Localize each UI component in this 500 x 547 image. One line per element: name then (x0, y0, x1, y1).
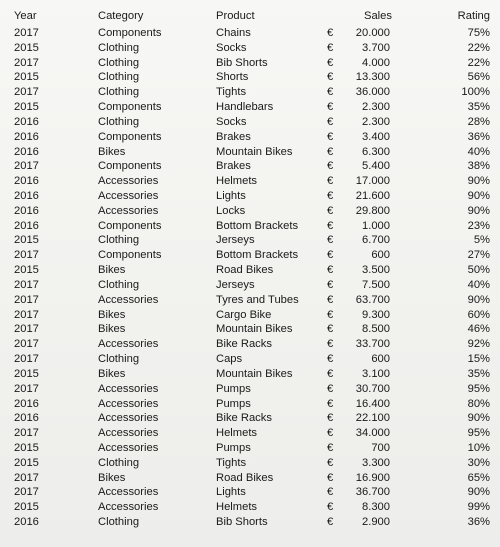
euro-symbol: € (327, 382, 334, 395)
cell-product: Pumps (216, 441, 251, 454)
euro-symbol: € (327, 397, 334, 410)
cell-sales: 2.900 (362, 516, 390, 529)
euro-symbol: € (327, 86, 334, 99)
cell-sales: 4.000 (362, 56, 390, 69)
cell-category: Components (98, 160, 162, 173)
cell-year: 2015 (14, 41, 39, 54)
cell-category: Clothing (98, 86, 140, 99)
table-row (0, 367, 500, 382)
cell-product: Jerseys (216, 278, 255, 291)
euro-symbol: € (327, 41, 334, 54)
cell-rating: 80% (467, 397, 490, 410)
table-row (0, 70, 500, 85)
table-row (0, 456, 500, 471)
euro-symbol: € (327, 323, 334, 336)
euro-symbol: € (327, 308, 334, 321)
cell-category: Accessories (98, 204, 159, 217)
cell-rating: 90% (467, 486, 490, 499)
euro-symbol: € (327, 293, 334, 306)
cell-rating: 35% (467, 101, 490, 114)
cell-year: 2016 (14, 397, 39, 410)
cell-product: Road Bikes (216, 264, 274, 277)
cell-category: Accessories (98, 338, 159, 351)
cell-rating: 40% (467, 145, 490, 158)
cell-category: Clothing (98, 234, 140, 247)
cell-year: 2017 (14, 486, 39, 499)
cell-product: Caps (216, 353, 243, 366)
cell-product: Brakes (216, 160, 251, 173)
cell-category: Clothing (98, 56, 140, 69)
euro-symbol: € (327, 486, 334, 499)
cell-sales: 17.000 (355, 175, 390, 188)
cell-rating: 90% (467, 175, 490, 188)
cell-sales: 22.100 (355, 412, 390, 425)
euro-symbol: € (327, 101, 334, 114)
euro-symbol: € (327, 501, 334, 514)
euro-symbol: € (327, 56, 334, 69)
cell-category: Accessories (98, 382, 159, 395)
cell-sales: 33.700 (355, 338, 390, 351)
cell-sales: 2.300 (362, 101, 390, 114)
cell-sales: 8.300 (362, 501, 390, 514)
cell-rating: 36% (467, 516, 490, 529)
cell-category: Components (98, 27, 162, 39)
table-row (0, 263, 500, 278)
cell-product: Tights (216, 86, 247, 99)
euro-symbol: € (327, 353, 334, 366)
cell-sales: 7.500 (362, 278, 390, 291)
table-row (0, 397, 500, 412)
cell-rating: 56% (467, 71, 490, 84)
cell-year: 2017 (14, 278, 39, 291)
cell-product: Bike Racks (216, 338, 272, 351)
cell-rating: 28% (467, 115, 490, 128)
euro-symbol: € (327, 516, 334, 529)
cell-rating: 46% (467, 323, 490, 336)
cell-rating: 35% (467, 367, 490, 380)
cell-year: 2017 (14, 160, 39, 173)
cell-category: Accessories (98, 501, 159, 514)
cell-category: Clothing (98, 353, 140, 366)
cell-product: Chains (216, 27, 251, 39)
cell-year: 2015 (14, 456, 39, 469)
table-row (0, 219, 500, 234)
cell-sales: 20.000 (355, 27, 390, 39)
cell-sales: 34.000 (355, 427, 390, 440)
cell-rating: 50% (467, 264, 490, 277)
cell-year: 2017 (14, 382, 39, 395)
cell-sales: 29.800 (355, 204, 390, 217)
cell-year: 2015 (14, 101, 39, 114)
euro-symbol: € (327, 219, 334, 232)
cell-year: 2015 (14, 264, 39, 277)
cell-rating: 95% (467, 427, 490, 440)
cell-year: 2016 (14, 175, 39, 188)
cell-year: 2016 (14, 130, 39, 143)
cell-product: Handlebars (216, 101, 274, 114)
cell-category: Bikes (98, 323, 126, 336)
cell-rating: 100% (461, 86, 490, 99)
cell-product: Lights (216, 486, 246, 499)
table-row (0, 56, 500, 71)
cell-product: Shorts (216, 71, 249, 84)
cell-category: Accessories (98, 441, 159, 454)
cell-year: 2016 (14, 219, 39, 232)
cell-year: 2017 (14, 338, 39, 351)
euro-symbol: € (327, 204, 334, 217)
cell-year: 2016 (14, 516, 39, 529)
table-row (0, 85, 500, 100)
cell-rating: 10% (467, 441, 490, 454)
cell-year: 2015 (14, 234, 39, 247)
table-row (0, 308, 500, 323)
cell-product: Brakes (216, 130, 251, 143)
cell-category: Accessories (98, 190, 159, 203)
table-row (0, 145, 500, 160)
cell-product: Bib Shorts (216, 516, 268, 529)
cell-sales: 2.300 (362, 115, 390, 128)
cell-rating: 95% (467, 382, 490, 395)
cell-year: 2016 (14, 115, 39, 128)
cell-product: Tights (216, 456, 247, 469)
cell-rating: 99% (467, 501, 490, 514)
cell-product: Mountain Bikes (216, 367, 293, 380)
table-row (0, 485, 500, 500)
cell-sales: 3.700 (362, 41, 390, 54)
header-year: Year (14, 10, 37, 22)
cell-product: Bib Shorts (216, 56, 268, 69)
cell-rating: 5% (473, 234, 490, 247)
cell-rating: 27% (467, 249, 490, 262)
cell-sales: 13.300 (355, 71, 390, 84)
cell-year: 2016 (14, 412, 39, 425)
table-row (0, 322, 500, 337)
cell-category: Clothing (98, 115, 140, 128)
cell-category: Components (98, 219, 162, 232)
table-row (0, 278, 500, 293)
cell-category: Clothing (98, 278, 140, 291)
cell-sales: 21.600 (355, 190, 390, 203)
cell-product: Socks (216, 115, 247, 128)
cell-sales: 700 (371, 441, 390, 454)
euro-symbol: € (327, 264, 334, 277)
cell-rating: 30% (467, 456, 490, 469)
cell-product: Mountain Bikes (216, 145, 293, 158)
cell-rating: 90% (467, 412, 490, 425)
cell-year: 2015 (14, 441, 39, 454)
cell-rating: 90% (467, 190, 490, 203)
cell-category: Accessories (98, 412, 159, 425)
cell-sales: 5.400 (362, 160, 390, 173)
euro-symbol: € (327, 175, 334, 188)
cell-year: 2017 (14, 471, 39, 484)
header-product: Product (216, 10, 255, 22)
cell-category: Clothing (98, 516, 140, 529)
cell-rating: 15% (467, 353, 490, 366)
header-category: Category (98, 10, 144, 22)
cell-rating: 38% (467, 160, 490, 173)
cell-year: 2017 (14, 323, 39, 336)
euro-symbol: € (327, 130, 334, 143)
cell-year: 2017 (14, 293, 39, 306)
cell-category: Bikes (98, 264, 126, 277)
euro-symbol: € (327, 441, 334, 454)
euro-symbol: € (327, 190, 334, 203)
cell-sales: 63.700 (355, 293, 390, 306)
table-row (0, 515, 500, 530)
table-row (0, 189, 500, 204)
cell-rating: 22% (467, 41, 490, 54)
table-header (0, 9, 500, 24)
euro-symbol: € (327, 27, 334, 39)
cell-product: Helmets (216, 501, 258, 514)
table-row (0, 382, 500, 397)
euro-symbol: € (327, 249, 334, 262)
cell-category: Components (98, 101, 162, 114)
cell-year: 2017 (14, 86, 39, 99)
table-row (0, 293, 500, 308)
cell-product: Jerseys (216, 234, 255, 247)
cell-category: Clothing (98, 456, 140, 469)
cell-category: Accessories (98, 293, 159, 306)
cell-product: Road Bikes (216, 471, 274, 484)
euro-symbol: € (327, 145, 334, 158)
cell-product: Helmets (216, 175, 258, 188)
cell-sales: 36.700 (355, 486, 390, 499)
euro-symbol: € (327, 278, 334, 291)
cell-year: 2017 (14, 249, 39, 262)
cell-category: Bikes (98, 308, 126, 321)
cell-sales: 6.300 (362, 145, 390, 158)
cell-sales: 36.000 (355, 86, 390, 99)
cell-product: Pumps (216, 397, 251, 410)
cell-year: 2017 (14, 27, 39, 39)
cell-year: 2017 (14, 427, 39, 440)
cell-rating: 22% (467, 56, 490, 69)
cell-product: Bottom Brackets (216, 219, 299, 232)
cell-sales: 16.400 (355, 397, 390, 410)
euro-symbol: € (327, 234, 334, 247)
cell-rating: 90% (467, 204, 490, 217)
cell-category: Clothing (98, 41, 140, 54)
table-row (0, 100, 500, 115)
cell-sales: 3.400 (362, 130, 390, 143)
table-row (0, 471, 500, 486)
euro-symbol: € (327, 471, 334, 484)
cell-sales: 3.500 (362, 264, 390, 277)
cell-year: 2015 (14, 501, 39, 514)
cell-year: 2015 (14, 367, 39, 380)
euro-symbol: € (327, 412, 334, 425)
cell-sales: 1.000 (362, 219, 390, 232)
cell-category: Clothing (98, 71, 140, 84)
cell-rating: 36% (467, 130, 490, 143)
cell-rating: 90% (467, 293, 490, 306)
cell-rating: 75% (467, 27, 490, 39)
cell-product: Bottom Brackets (216, 249, 299, 262)
cell-category: Accessories (98, 486, 159, 499)
cell-sales: 3.300 (362, 456, 390, 469)
cell-product: Bike Racks (216, 412, 272, 425)
table-row (0, 411, 500, 426)
table-row (0, 441, 500, 456)
cell-year: 2017 (14, 353, 39, 366)
euro-symbol: € (327, 427, 334, 440)
cell-category: Bikes (98, 367, 126, 380)
cell-product: Lights (216, 190, 246, 203)
euro-symbol: € (327, 115, 334, 128)
cell-year: 2017 (14, 56, 39, 69)
cell-rating: 65% (467, 471, 490, 484)
cell-category: Components (98, 249, 162, 262)
cell-category: Bikes (98, 471, 126, 484)
cell-category: Accessories (98, 175, 159, 188)
table-row (0, 159, 500, 174)
table-row (0, 352, 500, 367)
cell-rating: 40% (467, 278, 490, 291)
euro-symbol: € (327, 367, 334, 380)
cell-year: 2016 (14, 145, 39, 158)
cell-year: 2016 (14, 190, 39, 203)
table-row (0, 115, 500, 130)
cell-year: 2016 (14, 204, 39, 217)
cell-sales: 6.700 (362, 234, 390, 247)
header-rating: Rating (457, 10, 490, 22)
table-row (0, 248, 500, 263)
cell-category: Accessories (98, 427, 159, 440)
euro-symbol: € (327, 71, 334, 84)
cell-sales: 3.100 (362, 367, 390, 380)
cell-product: Locks (216, 204, 246, 217)
cell-rating: 60% (467, 308, 490, 321)
cell-year: 2017 (14, 308, 39, 321)
table-row (0, 233, 500, 248)
table-row (0, 337, 500, 352)
table-row (0, 26, 500, 41)
cell-sales: 30.700 (355, 382, 390, 395)
cell-rating: 23% (467, 219, 490, 232)
cell-product: Mountain Bikes (216, 323, 293, 336)
cell-category: Components (98, 130, 162, 143)
table-row (0, 130, 500, 145)
table-row (0, 426, 500, 441)
cell-sales: 8.500 (362, 323, 390, 336)
cell-category: Bikes (98, 145, 126, 158)
euro-symbol: € (327, 456, 334, 469)
cell-product: Pumps (216, 382, 251, 395)
table-row (0, 174, 500, 189)
table-row (0, 204, 500, 219)
cell-sales: 600 (371, 353, 390, 366)
table-row (0, 500, 500, 515)
cell-rating: 92% (467, 338, 490, 351)
header-sales: Sales (364, 10, 392, 22)
table-row (0, 41, 500, 56)
cell-sales: 600 (371, 249, 390, 262)
euro-symbol: € (327, 160, 334, 173)
cell-year: 2015 (14, 71, 39, 84)
cell-product: Socks (216, 41, 247, 54)
euro-symbol: € (327, 338, 334, 351)
cell-product: Tyres and Tubes (216, 293, 299, 306)
cell-product: Cargo Bike (216, 308, 272, 321)
cell-sales: 16.900 (355, 471, 390, 484)
cell-sales: 9.300 (362, 308, 390, 321)
cell-product: Helmets (216, 427, 258, 440)
cell-category: Accessories (98, 397, 159, 410)
